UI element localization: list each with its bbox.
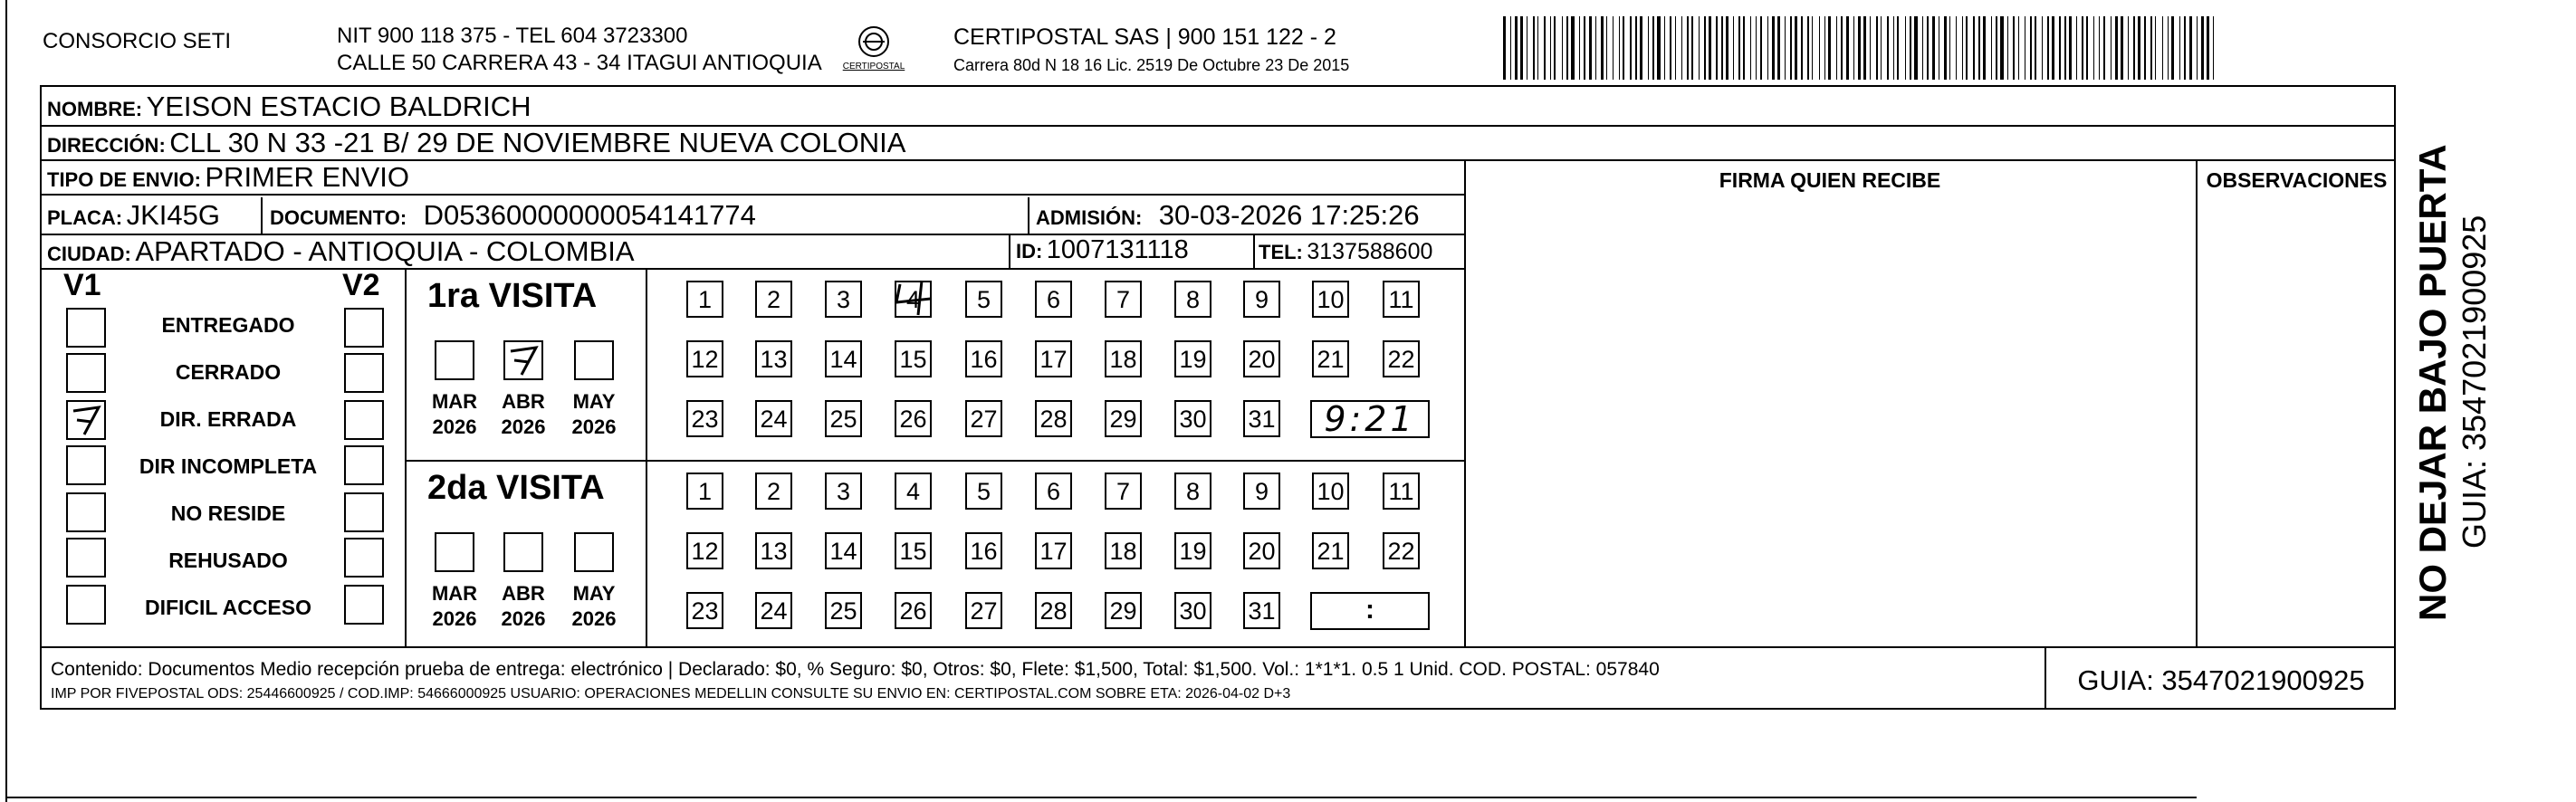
v1-checkbox[interactable] <box>66 445 106 485</box>
day-number: 14 <box>829 538 857 565</box>
day-number: 23 <box>691 406 719 433</box>
day-number: 5 <box>976 286 991 313</box>
tipo-row <box>47 161 409 194</box>
direccion-label: DIRECCIÓN: <box>47 134 166 157</box>
certipostal-logo <box>833 22 915 76</box>
day-box[interactable] <box>895 473 932 510</box>
day-box[interactable] <box>686 592 723 629</box>
time-value: 9:21 <box>1324 399 1416 439</box>
day-box[interactable] <box>965 281 1002 318</box>
v2-checkbox[interactable] <box>344 308 384 348</box>
day-number: 5 <box>976 478 991 505</box>
day-number: 28 <box>1039 406 1068 433</box>
nombre-row <box>47 91 531 123</box>
id-field <box>1016 235 1189 265</box>
status-option-label: ENTREGADO <box>161 313 295 337</box>
day-box[interactable] <box>1243 400 1280 437</box>
month-label <box>423 389 486 440</box>
month-year: 2026 <box>501 607 546 630</box>
tel-value: 3137588600 <box>1307 239 1433 264</box>
firma-header: FIRMA QUIEN RECIBE <box>1719 168 1941 192</box>
address-line: CALLE 50 CARRERA 43 - 34 ITAGUI ANTIOQUIA <box>337 51 822 75</box>
admision-label: ADMISIÓN: <box>1036 206 1143 229</box>
svg-text:CERTIPOSTAL: CERTIPOSTAL <box>842 62 905 72</box>
documento-value: D05360000000054141774 <box>423 199 756 231</box>
day-box[interactable] <box>686 400 723 437</box>
day-box[interactable] <box>686 473 723 510</box>
v1-checkbox[interactable] <box>66 492 106 532</box>
day-number: 25 <box>829 406 857 433</box>
footer-contenido: Contenido: Documentos Medio recepción prueba de entrega: electrónico | Declarado: $0, % Seguro: $0, Otros: $0, Flete: $1,500, Total: $1,500. Vol.: 1*1*1. 0.5 1 Unid. COD. POSTAL: 057840 <box>51 659 1660 680</box>
nombre-value: YEISON ESTACIO BALDRICH <box>146 91 531 122</box>
month-year: 2026 <box>432 415 477 438</box>
day-number: 30 <box>1179 406 1207 433</box>
placa-value: JKI45G <box>126 199 220 231</box>
day-box[interactable] <box>1312 532 1349 569</box>
day-number: 6 <box>1046 286 1061 313</box>
day-number: 8 <box>1185 478 1201 505</box>
month-year: 2026 <box>571 415 617 438</box>
tipo-label: TIPO DE ENVIO: <box>47 168 201 191</box>
day-box[interactable] <box>1383 473 1420 510</box>
footer-imp-line: IMP POR FIVEPOSTAL ODS: 25446600925 / COD.IMP: 54666000925 USUARIO: OPERACIONES MEDELLIN CONSULTE SU ENVIO EN: CERTIPOSTAL.COM SOBRE ETA: 2026-04-02 D+3 <box>51 686 1291 702</box>
status-option-label: CERRADO <box>175 360 282 384</box>
day-box[interactable] <box>755 592 792 629</box>
day-number: 17 <box>1039 346 1068 373</box>
day-number: 12 <box>691 346 719 373</box>
day-number: 31 <box>1248 597 1276 625</box>
barcode <box>1503 16 2218 80</box>
day-box[interactable] <box>1383 340 1420 377</box>
time-box[interactable] <box>1310 592 1430 630</box>
v2-checkbox[interactable] <box>344 353 384 393</box>
day-box[interactable] <box>895 281 932 318</box>
day-box[interactable] <box>1312 473 1349 510</box>
day-number: 29 <box>1109 597 1137 625</box>
day-number: 1 <box>697 478 713 505</box>
day-number: 2 <box>766 286 781 313</box>
day-box[interactable] <box>755 281 792 318</box>
day-number: 13 <box>760 538 788 565</box>
day-box[interactable] <box>1243 532 1280 569</box>
day-number: 7 <box>1116 286 1131 313</box>
documento-field <box>270 199 756 232</box>
month-checkbox[interactable] <box>435 340 474 380</box>
day-number: 29 <box>1109 406 1137 433</box>
day-number: 16 <box>970 538 998 565</box>
day-number: 10 <box>1317 478 1345 505</box>
day-number: 10 <box>1317 286 1345 313</box>
day-number: 6 <box>1046 478 1061 505</box>
day-box[interactable] <box>1105 473 1142 510</box>
month-name: MAY <box>572 582 616 605</box>
day-number: 4 <box>905 286 921 313</box>
day-box[interactable] <box>1105 281 1142 318</box>
day-box[interactable] <box>825 532 862 569</box>
day-number: 2 <box>766 478 781 505</box>
visit-title: 1ra VISITA <box>427 277 598 315</box>
admision-field <box>1036 199 1420 232</box>
day-number: 13 <box>760 346 788 373</box>
day-number: 12 <box>691 538 719 565</box>
day-box[interactable] <box>1174 340 1211 377</box>
tel-field <box>1259 239 1432 265</box>
day-number: 4 <box>905 478 921 505</box>
day-number: 20 <box>1248 346 1276 373</box>
day-number: 17 <box>1039 538 1068 565</box>
day-box[interactable] <box>895 340 932 377</box>
id-value: 1007131118 <box>1046 235 1189 264</box>
day-number: 22 <box>1387 538 1415 565</box>
v2-checkbox[interactable] <box>344 445 384 485</box>
day-number: 9 <box>1254 478 1269 505</box>
month-label <box>492 389 555 440</box>
v2-checkbox[interactable] <box>344 492 384 532</box>
day-box[interactable] <box>825 340 862 377</box>
day-box[interactable] <box>686 281 723 318</box>
documento-label: DOCUMENTO: <box>270 206 407 229</box>
day-box[interactable] <box>965 400 1002 437</box>
status-option-label: NO RESIDE <box>170 501 286 525</box>
day-box[interactable] <box>895 532 932 569</box>
month-checkbox[interactable] <box>503 340 543 380</box>
v2-checkbox[interactable] <box>344 538 384 578</box>
v1-checkbox[interactable] <box>66 400 106 440</box>
day-number: 26 <box>899 406 927 433</box>
day-number: 18 <box>1109 346 1137 373</box>
month-checkbox[interactable] <box>574 532 614 572</box>
month-label <box>562 389 626 440</box>
month-checkbox[interactable] <box>574 340 614 380</box>
day-number: 14 <box>829 346 857 373</box>
day-box[interactable] <box>1174 281 1211 318</box>
day-box[interactable] <box>1174 473 1211 510</box>
day-box[interactable] <box>1035 281 1072 318</box>
day-box[interactable] <box>686 340 723 377</box>
day-number: 8 <box>1185 286 1201 313</box>
day-number: 16 <box>970 346 998 373</box>
observaciones-area[interactable] <box>2198 196 2396 646</box>
firma-signature-area[interactable] <box>1466 196 2196 646</box>
tipo-value: PRIMER ENVIO <box>205 161 410 193</box>
status-option-label: DIR. ERRADA <box>159 407 297 431</box>
month-name: ABR <box>502 582 545 605</box>
day-box[interactable] <box>965 532 1002 569</box>
day-box[interactable] <box>1105 400 1142 437</box>
placa-field <box>47 199 220 232</box>
day-number: 9 <box>1254 286 1269 313</box>
day-box[interactable] <box>1035 340 1072 377</box>
v1-label: V1 <box>63 268 101 302</box>
month-year: 2026 <box>571 607 617 630</box>
time-box[interactable] <box>1310 400 1430 438</box>
day-number: 28 <box>1039 597 1068 625</box>
day-number: 15 <box>899 538 927 565</box>
day-box[interactable] <box>965 340 1002 377</box>
day-number: 1 <box>697 286 713 313</box>
day-number: 19 <box>1179 346 1207 373</box>
day-box[interactable] <box>825 473 862 510</box>
company-name: CONSORCIO SETI <box>43 29 232 53</box>
day-box[interactable] <box>825 281 862 318</box>
day-box[interactable] <box>1035 473 1072 510</box>
day-box[interactable] <box>686 532 723 569</box>
visit-title: 2da VISITA <box>427 469 605 507</box>
day-number: 21 <box>1317 346 1345 373</box>
nombre-label: NOMBRE: <box>47 98 143 120</box>
v1-checkbox[interactable] <box>66 353 106 393</box>
day-box[interactable] <box>1312 340 1349 377</box>
day-box[interactable] <box>1174 400 1211 437</box>
nit-line: NIT 900 118 375 - TEL 604 3723300 <box>337 24 688 48</box>
day-number: 19 <box>1179 538 1207 565</box>
tel-label: TEL: <box>1259 241 1303 263</box>
ciudad-field <box>47 235 635 268</box>
day-number: 27 <box>970 406 998 433</box>
carrier-line: CERTIPOSTAL SAS | 900 151 122 - 2 <box>953 24 1336 50</box>
day-box[interactable] <box>825 400 862 437</box>
day-box[interactable] <box>1383 281 1420 318</box>
month-name: MAY <box>572 390 616 413</box>
day-box[interactable] <box>1035 592 1072 629</box>
day-box[interactable] <box>1243 473 1280 510</box>
day-box[interactable] <box>1105 592 1142 629</box>
month-checkbox[interactable] <box>503 532 543 572</box>
license-line: Carrera 80d N 18 16 Lic. 2519 De Octubre 23 De 2015 <box>953 56 1350 74</box>
day-number: 3 <box>836 286 851 313</box>
day-box[interactable] <box>755 400 792 437</box>
day-box[interactable] <box>965 592 1002 629</box>
day-box[interactable] <box>895 592 932 629</box>
day-number: 7 <box>1116 478 1131 505</box>
v1-checkbox[interactable] <box>66 538 106 578</box>
day-number: 20 <box>1248 538 1276 565</box>
day-number: 15 <box>899 346 927 373</box>
day-number: 11 <box>1388 286 1414 313</box>
observaciones-header: OBSERVACIONES <box>2206 168 2388 192</box>
month-name: ABR <box>502 390 545 413</box>
placa-label: PLACA: <box>47 206 123 229</box>
admision-value: 30-03-2026 17:25:26 <box>1158 199 1420 231</box>
day-number: 31 <box>1248 406 1276 433</box>
side-guia: GUIA: 3547021900925 <box>2456 215 2493 549</box>
day-box[interactable] <box>755 532 792 569</box>
side-warning: NO DEJAR BAJO PUERTA <box>2411 144 2454 621</box>
day-number: 22 <box>1387 346 1415 373</box>
status-option-label: REHUSADO <box>168 549 288 572</box>
direccion-row <box>47 127 905 159</box>
time-value: : <box>1365 595 1374 625</box>
status-option-label: DIFICIL ACCESO <box>144 596 311 619</box>
v1-checkbox[interactable] <box>66 585 106 625</box>
month-name: MAR <box>431 582 478 605</box>
day-box[interactable] <box>1243 281 1280 318</box>
day-box[interactable] <box>1035 400 1072 437</box>
v2-label: V2 <box>342 268 380 302</box>
day-number: 24 <box>760 597 788 625</box>
day-box[interactable] <box>1243 340 1280 377</box>
day-box[interactable] <box>1105 340 1142 377</box>
day-number: 11 <box>1388 478 1414 505</box>
day-number: 27 <box>970 597 998 625</box>
day-number: 25 <box>829 597 857 625</box>
day-box[interactable] <box>1035 532 1072 569</box>
direccion-value: CLL 30 N 33 -21 B/ 29 DE NOVIEMBRE NUEVA COLONIA <box>169 127 906 158</box>
day-number: 21 <box>1317 538 1345 565</box>
day-box[interactable] <box>1312 281 1349 318</box>
v2-checkbox[interactable] <box>344 585 384 625</box>
day-number: 30 <box>1179 597 1207 625</box>
month-label <box>492 581 555 632</box>
month-name: MAR <box>431 390 478 413</box>
ciudad-label: CIUDAD: <box>47 243 131 265</box>
id-label: ID: <box>1016 240 1043 263</box>
day-number: 18 <box>1109 538 1137 565</box>
status-option-label: DIR INCOMPLETA <box>139 454 318 478</box>
day-box[interactable] <box>1174 592 1211 629</box>
day-number: 26 <box>899 597 927 625</box>
month-checkbox[interactable] <box>435 532 474 572</box>
ciudad-value: APARTADO - ANTIOQUIA - COLOMBIA <box>135 235 635 267</box>
day-box[interactable] <box>965 473 1002 510</box>
month-label <box>562 581 626 632</box>
month-year: 2026 <box>432 607 477 630</box>
day-box[interactable] <box>755 473 792 510</box>
day-box[interactable] <box>1105 532 1142 569</box>
day-number: 3 <box>836 478 851 505</box>
v1-checkbox[interactable] <box>66 308 106 348</box>
day-box[interactable] <box>1383 532 1420 569</box>
day-box[interactable] <box>1243 592 1280 629</box>
footer-guia: GUIA: 3547021900925 <box>2077 664 2365 696</box>
month-year: 2026 <box>501 415 546 438</box>
day-box[interactable] <box>755 340 792 377</box>
day-number: 24 <box>760 406 788 433</box>
month-label <box>423 581 486 632</box>
day-number: 23 <box>691 597 719 625</box>
day-box[interactable] <box>895 400 932 437</box>
day-box[interactable] <box>1174 532 1211 569</box>
day-box[interactable] <box>825 592 862 629</box>
v2-checkbox[interactable] <box>344 400 384 440</box>
